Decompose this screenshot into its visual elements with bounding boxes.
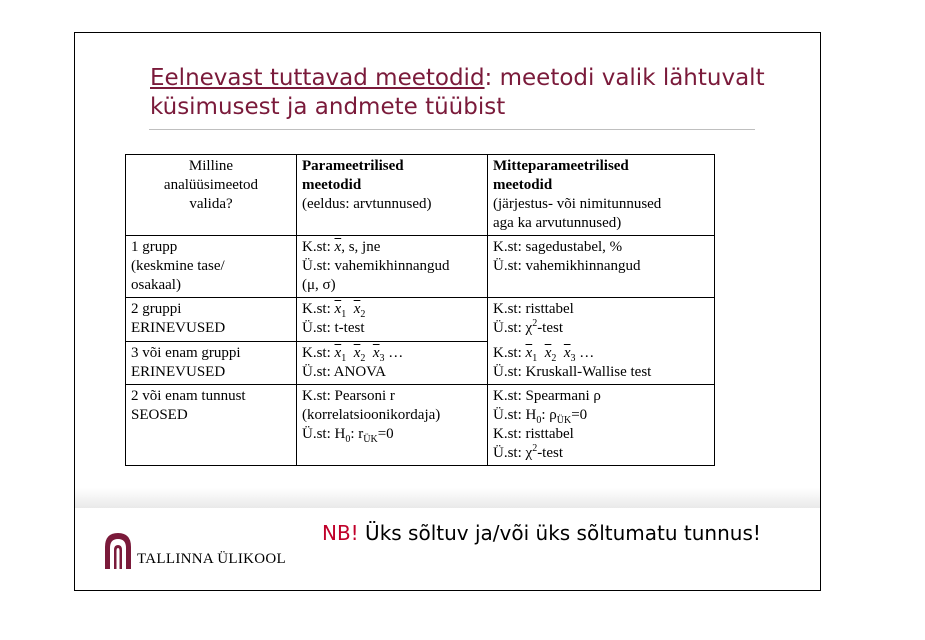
cell-line: K.st: Pearsoni r [302,388,395,404]
slide [74,32,821,591]
slide-footer [75,508,820,590]
cell-line [302,238,482,257]
cell-text: : r [350,426,364,442]
cell-text: K.st: [302,301,331,317]
header-question-line: valida? [189,196,233,212]
ellipsis: … [579,345,595,361]
cell-line: K.st: risttabel [493,426,574,442]
mean-symbol: $\overline{x}$ [334,301,342,317]
nonparametric-cell [488,385,715,466]
cell-line [493,319,709,338]
subscript: 1 [341,309,347,320]
cell-text: -test [537,320,564,336]
parametric-cell [297,385,488,466]
logo-text: TALLINNA ÜLIKOOL [137,551,286,567]
cell-text: Ü.st: H [493,407,537,423]
cell-line: Ü.st: t-test [302,320,365,336]
header-parametric-note: (eeldus: arvtunnused) [302,196,432,212]
cell-line: Ü.st: Kruskall-Wallise test [493,364,652,380]
mean-symbol: $\overline{x}$ [563,345,571,361]
subscript: 2 [551,353,557,364]
mean-symbol: $\overline{x}$ [334,344,342,361]
row-label-line: ERINEVUSED [131,363,226,380]
header-nonparametric-note: aga ka arvutunnused) [493,215,622,231]
mean-symbol: $\overline{x}$ [334,239,342,255]
mean-symbol: $\overline{x}$ [353,301,361,317]
table-row-relationships [126,385,715,466]
cell-line [302,425,482,444]
cell-line [302,300,482,319]
subscript: 1 [532,353,538,364]
header-parametric-title: Parameetrilised [302,158,404,174]
table-row-two-groups [126,298,715,342]
header-nonparametric-cell [488,155,715,236]
mean-symbol: $\overline{x}$ [544,345,552,361]
row-label-line: 2 gruppi [131,301,182,317]
header-parametric-cell [297,155,488,236]
cell-text: -test [537,445,564,461]
row-label-cell [126,298,297,342]
mean-symbol: $\overline{x}$ [372,344,380,361]
mean-symbol: $\overline{x}$ [525,345,533,361]
cell-text: K.st: [302,239,331,255]
header-question-line: analüüsimeetod [163,177,259,193]
row-label-cell [126,385,297,466]
subscript: 0 [345,434,351,445]
row-label-line: SEOSED [131,407,188,423]
title-link[interactable]: Eelnevast tuttavad meetodid [150,65,485,91]
row-label-cell [126,236,297,298]
parametric-cell [297,341,488,385]
header-nonparametric-note: (järjestus- või nimitunnused [493,196,662,212]
footer-note [322,521,761,545]
chi-symbol: χ [525,320,533,336]
cell-text: =0 [571,407,588,423]
mean-symbol: $\overline{x}$ [353,344,361,361]
cell-line: Ü.st: vahemikhinnangud [302,258,450,274]
cell-text: , s, jne [341,239,381,255]
row-label-line: ERINEVUSED [131,320,226,336]
header-nonparametric-title: meetodid [493,177,553,193]
ellipsis: … [388,344,404,361]
chi-symbol: χ [525,445,533,461]
cell-line [493,344,709,363]
slide-content [75,33,820,590]
row-label-line: 2 või enam tunnust [131,388,246,404]
cell-text: Ü.st: H [302,426,346,442]
row-label-line: (keskmine tase/ [131,258,225,274]
subscript: ÜK [363,434,378,445]
cell-line [493,444,709,463]
row-label-line: 1 grupp [131,239,178,255]
subscript: 2 [360,309,366,320]
row-label-cell [126,341,297,385]
cell-text: Ü.st: [493,320,522,336]
subscript: 2 [360,352,366,364]
note-text: Üks sõltuv ja/või üks sõltumatu tunnus! [358,521,761,545]
nonparametric-cell [488,236,715,298]
cell-text: =0 [377,426,394,442]
parametric-cell [297,298,488,342]
nb-label: NB! [322,521,359,545]
title-divider [149,129,755,130]
row-label-line: 3 või enam gruppi [131,344,241,361]
subscript: 0 [536,415,542,426]
cell-line [493,406,709,425]
header-parametric-title: meetodid [302,177,362,193]
title-rest: : meetodi valik lähtuvalt küsimusest ja andmete tüübist [150,65,765,120]
nonparametric-cell [488,298,715,385]
cell-line: K.st: risttabel [493,301,574,317]
cell-text: K.st: [302,344,331,361]
table-header-row [126,155,715,236]
row-label-line: osakaal) [131,277,181,293]
header-question-line: Milline [188,158,234,174]
header-question-cell [126,155,297,236]
subscript: 1 [341,352,347,364]
cell-line [302,344,482,363]
cell-text: Ü.st: [493,445,522,461]
tallinn-university-arch-logo-icon [102,530,134,570]
parametric-cell [297,236,488,298]
superscript: 2 [532,318,538,329]
footer-gradient-band [75,488,820,508]
subscript: 3 [379,352,385,364]
slide-title [150,64,770,122]
cell-line: K.st: Spearmani ρ [493,388,601,404]
cell-line: Ü.st: ANOVA [302,363,386,380]
cell-line: K.st: sagedustabel, % [493,239,623,255]
cell-text: K.st: [493,345,522,361]
cell-line: (korrelatsioonikordaja) [302,407,441,423]
subscript: 3 [570,353,576,364]
subscript: ÜK [556,415,572,426]
table-row-one-group [126,236,715,298]
header-nonparametric-title: Mitteparameetrilised [493,158,629,174]
methods-table [125,154,715,466]
cell-line: Ü.st: vahemikhinnangud [493,258,641,274]
superscript: 2 [532,443,538,454]
cell-text: : ρ [541,407,557,423]
cell-line: (μ, σ) [302,277,336,293]
